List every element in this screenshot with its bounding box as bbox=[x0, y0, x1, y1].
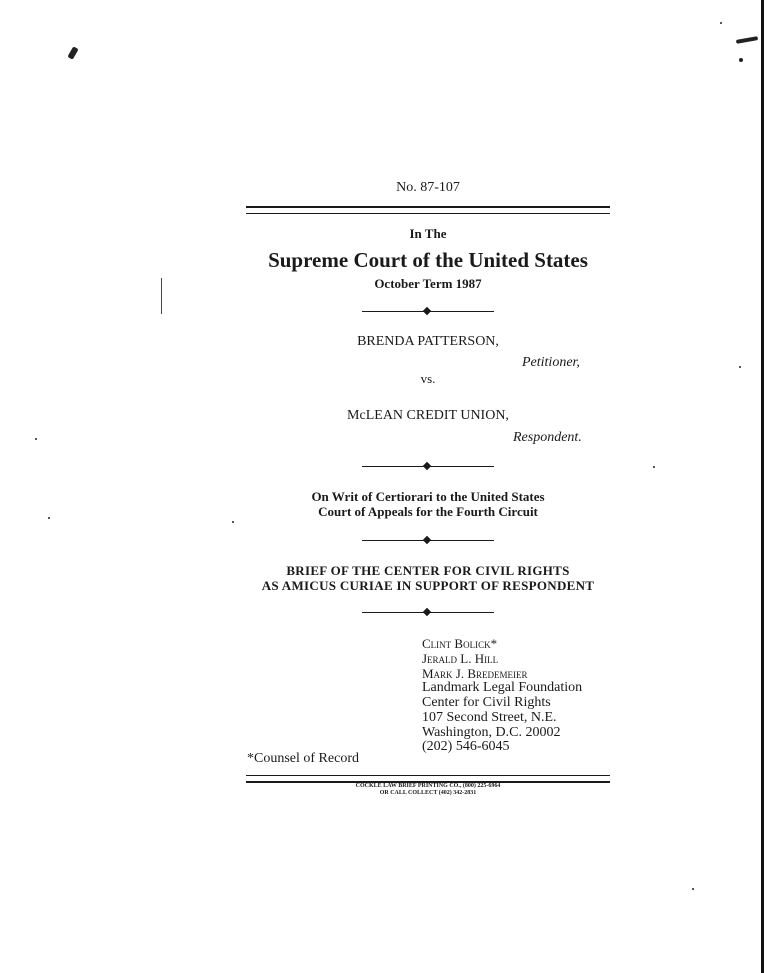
top-double-rule bbox=[246, 206, 610, 214]
counsel-of-record-note: *Counsel of Record bbox=[247, 751, 359, 766]
scan-edge-shadow bbox=[761, 0, 764, 973]
counsel-name: Clint Bolick* bbox=[422, 636, 498, 651]
respondent-role: Respondent. bbox=[513, 430, 582, 445]
scan-speck bbox=[739, 366, 741, 368]
scan-speck bbox=[736, 36, 758, 44]
scan-speck bbox=[67, 46, 78, 59]
docket-number: No. 87-107 bbox=[396, 180, 460, 195]
respondent-name: McLEAN CREDIT UNION, bbox=[347, 408, 509, 423]
writ-line-1: On Writ of Certiorari to the United States bbox=[311, 489, 545, 504]
scan-mark bbox=[161, 278, 162, 314]
diamond-ornament-icon bbox=[423, 608, 431, 616]
scan-speck bbox=[232, 521, 234, 523]
org-line: 107 Second Street, N.E. bbox=[422, 710, 557, 725]
versus-label: vs. bbox=[420, 371, 436, 386]
diamond-ornament-icon bbox=[423, 536, 431, 544]
printer-line-1: COCKLE LAW BRIEF PRINTING CO., (800) 225-6964 bbox=[355, 783, 501, 789]
diamond-ornament-icon bbox=[423, 307, 431, 315]
court-name: Supreme Court of the United States bbox=[268, 248, 588, 272]
scan-speck bbox=[48, 517, 50, 519]
org-line: Center for Civil Rights bbox=[422, 695, 551, 710]
scan-speck bbox=[35, 438, 37, 440]
brief-title-line-1: BRIEF OF THE CENTER FOR CIVIL RIGHTS bbox=[286, 563, 570, 578]
diamond-ornament-icon bbox=[423, 462, 431, 470]
court-term: October Term 1987 bbox=[374, 276, 482, 291]
counsel-name: Mark J. Bredemeier bbox=[422, 666, 528, 681]
bottom-double-rule bbox=[246, 775, 610, 783]
ornamental-divider bbox=[362, 311, 494, 312]
ornamental-divider bbox=[362, 612, 494, 613]
ornamental-divider bbox=[362, 540, 494, 541]
brief-title-line-2: AS AMICUS CURIAE IN SUPPORT OF RESPONDENT bbox=[261, 578, 595, 593]
org-line: Landmark Legal Foundation bbox=[422, 680, 583, 695]
scan-speck bbox=[739, 58, 743, 62]
counsel-name: Jerald L. Hill bbox=[422, 651, 499, 666]
org-line: Washington, D.C. 20002 bbox=[422, 725, 561, 740]
scan-speck bbox=[720, 22, 722, 24]
petitioner-role: Petitioner, bbox=[522, 355, 580, 370]
printer-line-2: OR CALL COLLECT (402) 342-2831 bbox=[379, 790, 477, 796]
scan-speck bbox=[653, 466, 655, 468]
scan-speck bbox=[692, 888, 694, 890]
org-line: (202) 546-6045 bbox=[422, 739, 510, 754]
ornamental-divider bbox=[362, 466, 494, 467]
writ-line-2: Court of Appeals for the Fourth Circuit bbox=[318, 504, 538, 519]
court-intro: In The bbox=[409, 226, 447, 241]
petitioner-name: BRENDA PATTERSON, bbox=[357, 334, 499, 349]
